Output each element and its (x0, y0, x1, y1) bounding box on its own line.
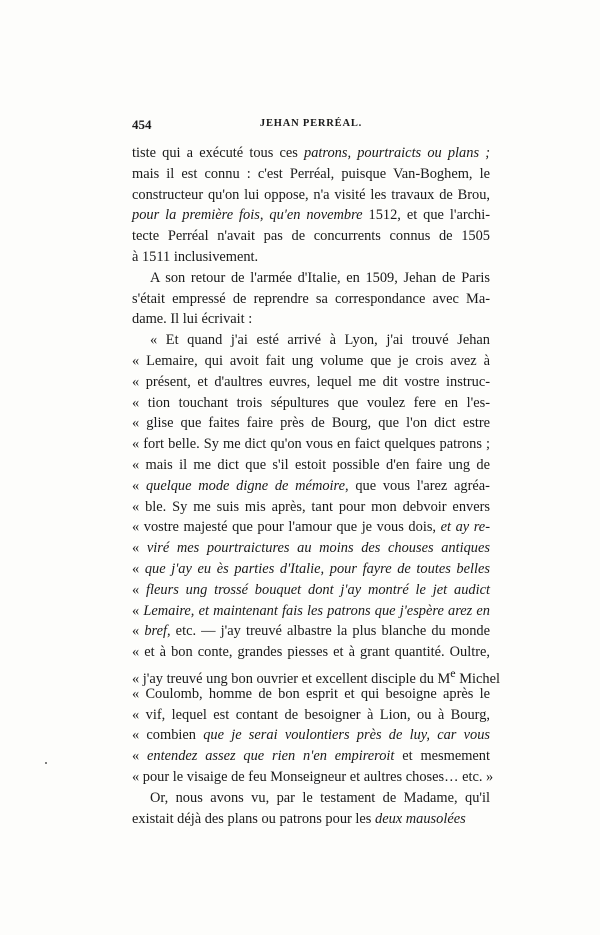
text-line: « Lemaire, qui avoit fait ung volume que je crois avez à (132, 352, 490, 369)
page-header (132, 117, 490, 133)
text-line: « présent, et d'aultres euvres, lequel me dit vostre instruc- (132, 373, 490, 390)
text-line: « Et quand j'ai esté arrivé à Lyon, j'ai trouvé Jehan (150, 332, 490, 349)
text-line: constructeur qu'on lui oppose, n'a visité les travaux de Brou, (132, 186, 490, 203)
text-line: « j'ay treuvé ung bon ouvrier et excellent disciple du Me Michel (132, 665, 500, 687)
text-line: « combien que je serai voulontiers près de luy, car vous (132, 727, 490, 744)
text-line: s'était empressé de reprendre sa correspondance avec Ma- (132, 290, 490, 307)
text-line: A son retour de l'armée d'Italie, en 1509, Jehan de Paris (150, 269, 490, 286)
running-title: JEHAN PERRÉAL. (259, 118, 363, 129)
text-line: « quelque mode digne de mémoire, que vous l'arez agréa- (132, 477, 490, 494)
text-line: « fleurs ung trossé bouquet dont j'ay montré le jet audict (132, 581, 490, 598)
text-line: « que j'ay eu ès parties d'Italie, pour fayre de toutes belles (132, 560, 490, 577)
body-text (132, 143, 500, 829)
text-line: existait déjà des plans ou patrons pour les deux mausolées (132, 810, 466, 827)
text-line: tiste qui a exécuté tous ces patrons, pourtraicts ou plans ; (132, 145, 490, 161)
text-line: pour la première fois, qu'en novembre 1512, et que l'archi- (132, 207, 490, 224)
text-line: « entendez assez que rien n'en empireroit et mesmement (132, 748, 491, 765)
text-line: « viré mes pourtraictures au moins des chouses antiques (132, 540, 490, 557)
text-line: à 1511 inclusivement. (132, 248, 259, 265)
text-line: mais il est connu : c'est Perréal, puisque Van-Boghem, le (132, 165, 490, 182)
text-line: « fort belle. Sy me dict qu'on vous en faict quelques patrons ; (132, 436, 490, 453)
text-line: « glise que faites faire près de Bourg, que l'on dict estre (132, 415, 490, 432)
text-line: tecte Perréal n'avait pas de concurrents connus de 1505 (132, 228, 490, 245)
text-line: « tion touchant trois sépultures que voulez fere en l'es- (132, 394, 490, 411)
text-line: « Lemaire, et maintenant fais les patrons que j'espère arez en (132, 602, 490, 619)
text-line: « et à bon conte, grandes piesses et à grant quantité. Oultre, (132, 644, 490, 661)
text-line: « ble. Sy me suis mis après, tant pour mon debvoir envers (132, 498, 490, 515)
text-line: « bref, etc. — j'ay treuvé albastre la plus blanche du monde (132, 623, 490, 640)
text-line: dame. Il lui écrivait : (132, 311, 253, 328)
text-line: « vostre majesté que pour l'amour que je vous dois, et ay re- (132, 519, 490, 536)
text-line: Or, nous avons vu, par le testament de Madame, qu'il (150, 789, 490, 806)
text-line: « Coulomb, homme de bon esprit et qui besoigne après le (132, 685, 490, 702)
text-line: « vif, lequel est contant de besoigner à Lion, ou à Bourg, (132, 706, 490, 723)
text-line: « mais il me dict que s'il estoit possible d'en faire ung de (132, 456, 490, 473)
paper-speck (45, 762, 47, 764)
text-line: « pour le visaige de feu Monseigneur et aultres choses… etc. » (132, 768, 494, 785)
page-number: 454 (132, 117, 152, 132)
